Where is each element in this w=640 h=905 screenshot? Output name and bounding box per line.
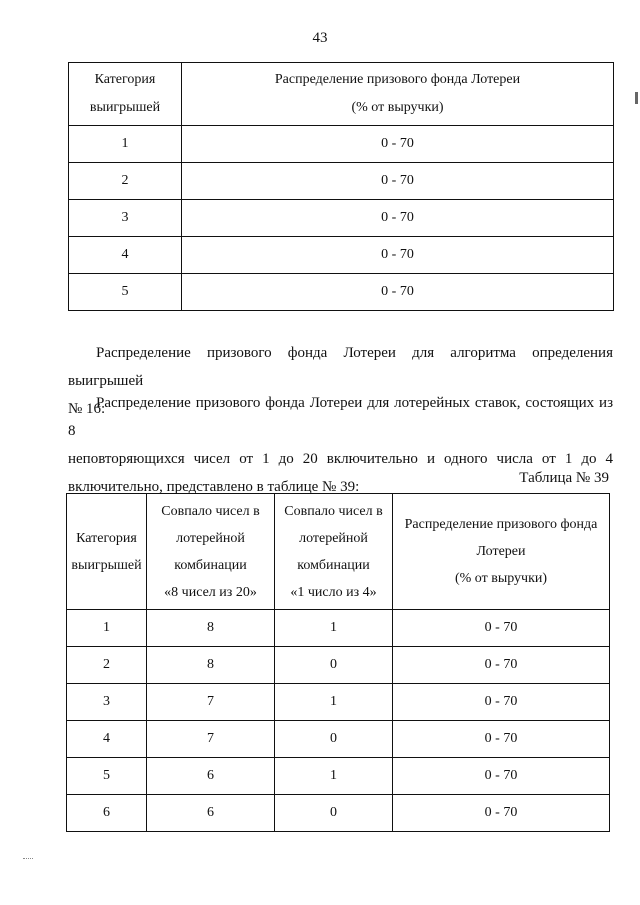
cell-category: 3 — [69, 200, 182, 237]
cell-category: 1 — [67, 610, 147, 647]
prize-distribution-table-39 — [66, 493, 610, 832]
header-distribution: Распределение призового фонда Лотереи (% от выручки) — [393, 494, 610, 610]
cell-distribution: 0 - 70 — [182, 237, 614, 274]
table-row — [69, 200, 614, 237]
table-caption: Таблица № 39 — [519, 470, 609, 486]
table-row — [67, 721, 610, 758]
cell-match4: 1 — [275, 610, 393, 647]
cell-category: 2 — [69, 163, 182, 200]
margin-mark — [635, 92, 638, 104]
table-row — [69, 237, 614, 274]
cell-match4: 1 — [275, 758, 393, 795]
cell-match4: 0 — [275, 795, 393, 832]
cell-distribution: 0 - 70 — [182, 163, 614, 200]
table-row — [67, 795, 610, 832]
cell-category: 6 — [67, 795, 147, 832]
paragraph-distribution-description: Распределение призового фонда Лотереи для лотерейных ставок, состоящих из 8 неповторяющихся чисел от 1 до 20 включительно и одного числа от 1 до 4 включительно, представлено в таблице № 39: — [68, 395, 613, 495]
cell-match20: 8 — [147, 647, 275, 684]
cell-category: 4 — [69, 237, 182, 274]
cell-category: 2 — [67, 647, 147, 684]
paragraph-algorithm-16: Распределение призового фонда Лотереи для алгоритма определения выигрышей № 16: — [68, 345, 613, 417]
cell-distribution: 0 - 70 — [393, 758, 610, 795]
table-row — [69, 163, 614, 200]
cell-category: 4 — [67, 721, 147, 758]
table-row — [67, 684, 610, 721]
header-category: Категория выигрышей — [67, 494, 147, 610]
cell-category: 5 — [67, 758, 147, 795]
header-match-8-of-20: Совпало чисел в лотерейной комбинации «8 чисел из 20» — [147, 494, 275, 610]
header-match-1-of-4: Совпало чисел в лотерейной комбинации «1 число из 4» — [275, 494, 393, 610]
cell-match20: 7 — [147, 721, 275, 758]
cell-category: 3 — [67, 684, 147, 721]
cell-category: 5 — [69, 274, 182, 311]
cell-distribution: 0 - 70 — [393, 795, 610, 832]
cell-category: 1 — [69, 126, 182, 163]
table-row — [67, 758, 610, 795]
table-row — [67, 610, 610, 647]
cell-match20: 7 — [147, 684, 275, 721]
cell-match20: 6 — [147, 758, 275, 795]
page-number: 43 — [312, 30, 328, 46]
cell-distribution: 0 - 70 — [393, 684, 610, 721]
table-header-row — [67, 494, 610, 610]
cell-distribution: 0 - 70 — [393, 721, 610, 758]
table-row — [67, 647, 610, 684]
cell-distribution: 0 - 70 — [182, 200, 614, 237]
scan-artifact — [23, 858, 33, 863]
cell-match4: 1 — [275, 684, 393, 721]
table-row — [69, 126, 614, 163]
prize-distribution-table-1 — [68, 62, 614, 311]
cell-match4: 0 — [275, 647, 393, 684]
cell-match20: 8 — [147, 610, 275, 647]
cell-distribution: 0 - 70 — [393, 647, 610, 684]
table-row — [69, 274, 614, 311]
cell-match4: 0 — [275, 721, 393, 758]
header-distribution: Распределение призового фонда Лотереи (% от выручки) — [182, 63, 614, 126]
cell-distribution: 0 - 70 — [182, 126, 614, 163]
cell-distribution: 0 - 70 — [393, 610, 610, 647]
table-header-row — [69, 63, 614, 126]
cell-match20: 6 — [147, 795, 275, 832]
cell-distribution: 0 - 70 — [182, 274, 614, 311]
header-category: Категория выигрышей — [69, 63, 182, 126]
